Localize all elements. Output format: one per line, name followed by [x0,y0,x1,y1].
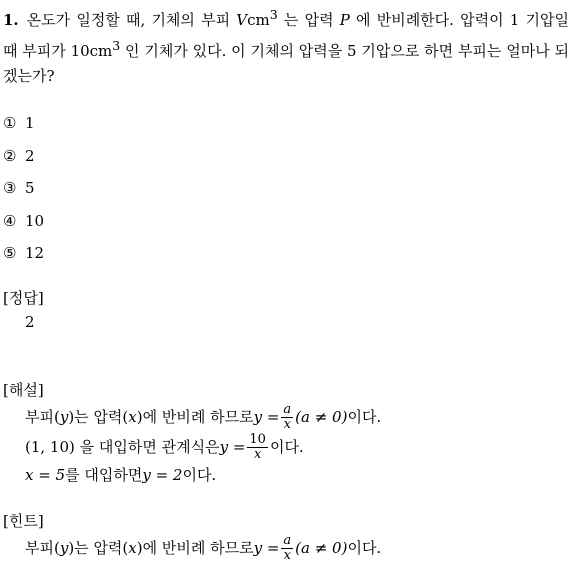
choice-list [3,108,44,271]
question-number: 1. [3,11,19,29]
question-text: 1. 온도가 일정할 때, 기체의 부피 Vcm$^3$ 는 압력 P 에 반비례한다. 압력이 1 기압일 때 부피가 $10cm^3$ 인 기체가 있다. 이 기체의 압력을 5 기압으로 하면 부피는 얼마나 되겠는가? [3,7,569,85]
explanation-line-2: (1, 10) 을 대입하면 관계식은 y = $\frac{10}{x}$ 이다. [25,431,304,462]
explanation-title: [해설] [3,381,44,399]
explanation-line-1: 부피( y )는 압력( x )에 반비례 하므로 y = $\frac{a}{x}$ (a ≠ 0) 이다. [25,401,382,432]
choice-3[interactable]: ③ 5 [3,179,35,197]
explanation-line-3: x = 5 를 대입하면 y = 2 이다. [25,466,217,484]
fraction-a-over-x: $\frac{a}{x}$ [283,401,292,432]
choice-1[interactable]: ① 1 [3,114,35,132]
answer-title: [정답] [3,289,44,307]
hint-title: [힌트] [3,512,44,530]
fraction-a-over-x-hint: $\frac{a}{x}$ [283,532,292,563]
fraction-10-over-x: $\frac{10}{x}$ [249,431,266,462]
hint-line-1: 부피( y )는 압력( x )에 반비례 하므로 y = $\frac{a}{x}$ (a ≠ 0) 이다. [25,532,382,563]
choice-2[interactable]: ② 2 [3,146,35,165]
choice-4[interactable]: ④ 10 [3,211,45,230]
hint-section [3,509,381,563]
answer-section [3,286,44,334]
choice-5[interactable]: ⑤ 12 [3,244,45,262]
answer-value: 2 [25,313,35,331]
explanation-section [3,378,381,488]
